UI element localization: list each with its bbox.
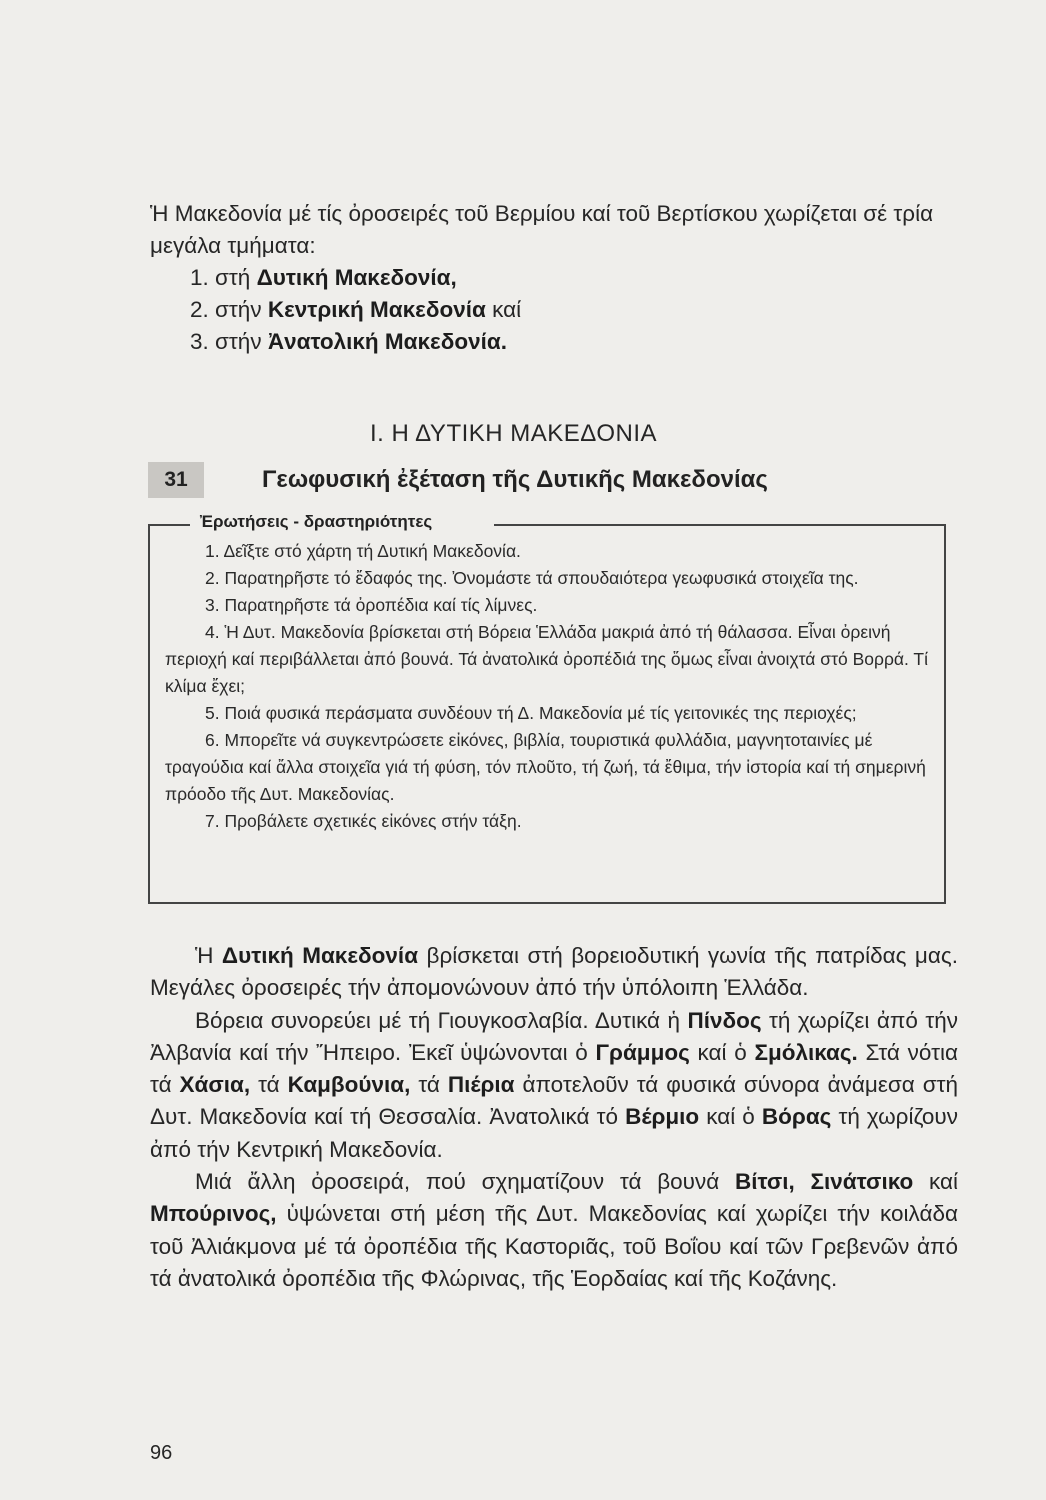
question-item: 1. Δεῖξτε στό χάρτη τή Δυτική Μακεδονία.	[205, 541, 521, 561]
item-number: 3.	[190, 329, 209, 354]
bold-term: Βίτσι, Σινάτσικο	[734, 1169, 914, 1195]
box-border-left	[148, 524, 150, 904]
body-paragraph-3	[150, 1166, 958, 1295]
intro-item-2	[150, 294, 960, 326]
body-paragraph-2	[150, 1005, 958, 1166]
text-run: καί ὁ	[706, 1104, 755, 1130]
question-item: 7. Προβάλετε σχετικές εἰκόνες στήν τάξη.	[205, 811, 522, 831]
bold-term: Βέρμιο	[625, 1104, 700, 1130]
question-item: 6. Μπορεῖτε νά συγκεντρώσετε εἰκόνες, βιβλία, τουριστικά φυλλάδια, μαγνητοταινίες μέ τραγούδια καί ἄλλα στοιχεῖα γιά τή φύση, τόν πλοῦτο, τή ζωή, τά ἔθιμα, τήν ἱστορία καί τή σημερινή πρόοδο τῆς Δυτ. Μακεδονίας.	[165, 730, 926, 804]
text-run: Βόρεια συνορεύει μέ τή Γιουγκοσλαβία. Δυτικά ἡ	[195, 1007, 681, 1033]
bold-term: Βόρας	[761, 1104, 832, 1130]
bold-term: Μπούρινος,	[150, 1201, 277, 1227]
questions-heading: Ἐρωτήσεις - δραστηριότητες	[200, 512, 433, 531]
text-run: τά	[258, 1072, 280, 1098]
text-run: τή χωρίζει ἀπό τήν Ἀλβανία καί τήν Ἤπειρο. Ἐκεῖ ὑψώνονται ὁ	[150, 1007, 958, 1065]
bold-term: Γράμμος	[595, 1039, 690, 1065]
intro-item-3	[150, 326, 960, 358]
item-bold: Ἀνατολική Μακεδονία.	[267, 329, 507, 354]
text-run: Στά νότια τά	[150, 1039, 958, 1098]
item-prefix: στήν	[215, 329, 262, 354]
bold-term: Δυτική Μακεδονία	[221, 943, 419, 968]
item-prefix: στή	[215, 265, 251, 290]
item-bold: Κεντρική Μακεδονία	[267, 297, 486, 322]
question-item: 2. Παρατηρῆστε τό ἔδαφός της. Ὀνομάστε τά σπουδαιότερα γεωφυσικά στοιχεῖα της.	[205, 568, 859, 588]
question-item: 5. Ποιά φυσικά περάσματα συνδέουν τή Δ. Μακεδονία μέ τίς γειτονικές της περιοχές;	[205, 703, 857, 723]
item-prefix: στήν	[215, 297, 262, 322]
item-suffix: καί	[492, 297, 522, 322]
text-run: Μιά ἄλλη ὀροσειρά, πού σχηματίζουν τά βουνά	[195, 1169, 720, 1195]
bold-term: Πίνδος	[687, 1007, 762, 1033]
page-number: 96	[150, 1442, 173, 1464]
bold-term: Χάσια,	[179, 1072, 251, 1098]
intro-block	[150, 198, 960, 358]
body-text	[150, 940, 958, 1295]
text-run: Ἡ	[195, 943, 214, 968]
lesson-number: 31	[148, 462, 204, 498]
item-number: 2.	[190, 297, 209, 322]
text-run: καί ὁ	[697, 1039, 747, 1065]
bold-term: Πιέρια	[447, 1072, 515, 1098]
box-border-top-left	[148, 524, 190, 526]
text-run: ὑψώνεται στή μέση τῆς Δυτ. Μακεδονίας καί χωρίζει τήν κοιλάδα τοῦ Ἀλιάκμονα μέ τά ὀροπέδια τῆς Καστοριᾶς, τοῦ Βοΐου καί τῶν Γρεβενῶν ἀπό τά ἀνατολικά ὀροπέδια τῆς Φλώρινας, τῆς Ἑορδαίας καί τῆς Κοζάνης.	[150, 1201, 958, 1291]
text-run: τά	[418, 1072, 440, 1098]
bold-term: Καμβούνια,	[287, 1072, 411, 1098]
intro-item-1	[150, 262, 960, 294]
text-run: τή χωρίζουν ἀπό τήν Κεντρική Μακεδονία.	[150, 1104, 958, 1162]
text-run: ἀποτελοῦν τά φυσικά σύνορα ἀνάμεσα στή Δυτ. Μακεδονία καί τή Θεσσαλία. Ἀνατολικά τό	[150, 1072, 958, 1130]
section-title: Ι. Η ΔΥΤΙΚΗ ΜΑΚΕΔΟΝΙΑ	[370, 420, 657, 447]
lesson-header	[148, 462, 958, 498]
question-item: 4. Ἡ Δυτ. Μακεδονία βρίσκεται στή Βόρεια Ἑλλάδα μακριά ἀπό τή θάλασσα. Εἶναι ὀρεινή περιοχή καί περιβάλλεται ἀπό βουνά. Τά ἀνατολικά ὀροπέδιά της ὅμως εἶναι ἀνοιχτά στό Βορρά. Τί κλίμα ἔχει;	[165, 622, 929, 696]
question-item: 3. Παρατηρῆστε τά ὀροπέδια καί τίς λίμνες.	[205, 595, 538, 615]
item-bold: Δυτική Μακεδονία,	[256, 265, 457, 290]
questions-list	[165, 538, 940, 835]
text-run: βρίσκεται στή βορειοδυτική γωνία τῆς πατρίδας μας. Μεγάλες ὀροσειρές τήν ἀπομονώνουν ἀπό τήν ὑπόλοιπη Ἑλλάδα.	[150, 943, 958, 1001]
lesson-title: Γεωφυσική ἐξέταση τῆς Δυτικῆς Μακεδονίας	[262, 466, 768, 493]
item-number: 1.	[190, 265, 209, 290]
text-run: καί	[929, 1169, 958, 1195]
intro-lead: Ἡ Μακεδονία μέ τίς ὀροσειρές τοῦ Βερμίου καί τοῦ Βερτίσκου χωρίζεται σέ τρία μεγάλα τμήματα:	[150, 201, 934, 258]
box-border-top-right	[494, 524, 946, 526]
body-paragraph-1	[150, 940, 958, 1005]
bold-term: Σμόλικας.	[754, 1039, 858, 1065]
